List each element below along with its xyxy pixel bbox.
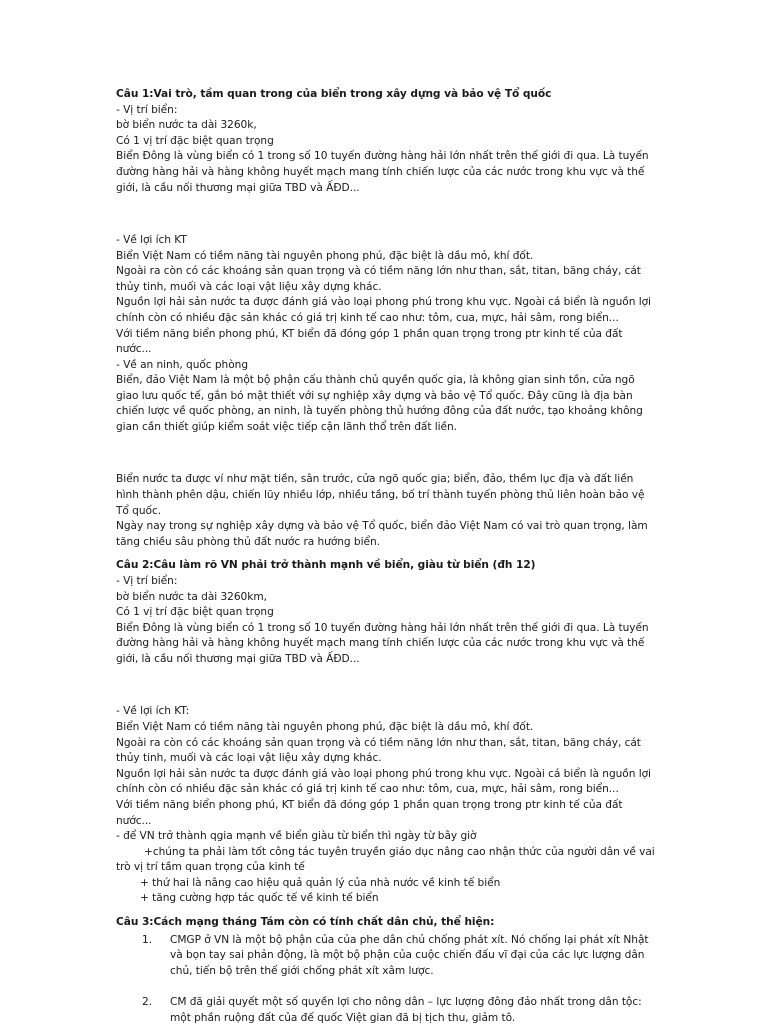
paragraph-line: đường hàng hải và hàng không huyết mạch mang tính chiến lược của các nước trong khu vực và thế	[116, 165, 645, 178]
list-item-text	[168, 995, 658, 1026]
paragraph-line: - Vị trí biển:	[116, 103, 178, 116]
paragraph-line: chính còn có nhiều đặc sản khác có giá trị kinh tế cao như: tôm, cua, mực, hải sâm, rong biển...	[116, 311, 619, 324]
paragraph-line: Với tiềm năng biển phong phú, KT biển đã đóng góp 1 phần quan trọng trong ptr kinh tế của đất	[116, 327, 623, 340]
paragraph-line: Biển Việt Nam có tiềm năng tài nguyên phong phú, đặc biệt là dầu mỏ, khí đốt.	[116, 720, 534, 733]
paragraph-line: - Về lợi ích KT:	[116, 705, 190, 718]
paragraph-line: Ngoài ra còn có các khoáng sản quan trọng và có tiềm năng lớn như than, sắt, titan, băng cháy, cát	[116, 265, 641, 278]
section-2-heading: Câu 2:Câu làm rõ VN phải trở thành mạnh về biển, giàu từ biển (đh 12)	[116, 559, 536, 572]
paragraph-line: hình thành phên dậu, chiến lũy nhiều lớp, nhiều tầng, bố trí thành tuyến phòng thủ liên hoàn bảo vệ	[116, 489, 645, 502]
paragraph-line: giới, là cầu nối thương mại giữa TBD và ẤĐD...	[116, 652, 360, 665]
list-item	[116, 995, 658, 1026]
paragraph-line: nước...	[116, 814, 152, 827]
paragraph-line: Biển Việt Nam có tiềm năng tài nguyên phong phú, đặc biệt là dầu mỏ, khí đốt.	[116, 249, 534, 262]
section-3-heading: Câu 3:Cách mạng tháng Tám còn có tính chất dân chủ, thể hiện:	[116, 916, 495, 929]
paragraph-line: chính còn có nhiều đặc sản khác có giá trị kinh tế cao như: tôm, cua, mực, hải sâm, rong biển...	[116, 783, 619, 796]
paragraph-line: Ngoài ra còn có các khoáng sản quan trọng và có tiềm năng lớn như than, sắt, titan, băng cháy, cát	[116, 736, 641, 749]
list-item-number: 2.	[142, 996, 153, 1009]
section-1-heading: Câu 1:Vai trò, tầm quan trong của biển trong xây dựng và bảo vệ Tổ quốc	[116, 88, 552, 100]
list-item-line: chủ, tiến bộ trên thế giới chống phát xít xâm lược.	[170, 964, 434, 977]
paragraph-line: Với tiềm năng biển phong phú, KT biển đã đóng góp 1 phần quan trọng trong ptr kinh tế của đất	[116, 798, 623, 811]
paragraph-line: Biển Đông là vùng biển có 1 trong số 10 tuyến đường hàng hải lớn nhất trên thế giới đi qua. Là tuyến	[116, 150, 649, 163]
paragraph-line: Biển, đảo Việt Nam là một bộ phận cấu thành chủ quyền quốc gia, là không gian sinh tồn, cửa ngõ	[116, 374, 635, 387]
paragraph-line: Tổ quốc.	[116, 504, 162, 517]
section-2-indented-line: +chúng ta phải làm tốt công tác tuyên truyền giáo dục nâng cao nhận thức của người dân về vai	[144, 845, 655, 858]
section-2-bullet: + tăng cường hợp tác quốc tế về kinh tế biển	[140, 892, 379, 905]
list-item	[116, 933, 658, 980]
section-2-body	[116, 574, 658, 845]
blank-line	[116, 207, 658, 223]
section-1-body	[116, 103, 658, 551]
list-item-number: 1.	[142, 933, 153, 946]
paragraph-line: gian cần thiết giúp kiểm soát việc tiếp cận lãnh thổ trên đất liền.	[116, 421, 457, 434]
paragraph-line: - Về an ninh, quốc phòng	[116, 358, 248, 371]
paragraph-line: chiến lược về quốc phòng, an ninh, là tuyến phòng thủ hướng đông của đất nước, tạo khoảng không	[116, 405, 643, 418]
paragraph-line: giới, là cầu nối thương mại giữa TBD và ẤĐD...	[116, 181, 360, 194]
blank-line	[116, 446, 658, 462]
paragraph-line: Ngày nay trong sự nghiệp xây dựng và bảo vệ Tổ quốc, biển đảo Việt Nam có vai trò quan trọng, làm	[116, 520, 648, 533]
paragraph-line: Có 1 vị trí đặc biệt quan trọng	[116, 606, 274, 619]
paragraph-line: - để VN trở thành qgia mạnh về biển giàu từ biển thì ngày từ bây giờ	[116, 830, 477, 843]
list-item-text	[168, 933, 658, 980]
paragraph-line: Nguồn lợi hải sản nước ta được đánh giá vào loại phong phú trong khu vực. Ngoài cá biển là nguồn lợi	[116, 767, 651, 780]
paragraph-line: Biển Đông là vùng biển có 1 trong số 10 tuyến đường hàng hải lớn nhất trên thế giới đi qua. Là tuyến	[116, 621, 649, 634]
paragraph-line: Có 1 vị trí đặc biệt quan trọng	[116, 134, 274, 147]
paragraph-line: thủy tinh, muối và các loại vật liệu xây dựng khác.	[116, 280, 382, 293]
paragraph-line: bờ biển nước ta dài 3260km,	[116, 590, 267, 603]
paragraph-line: - Về lợi ích KT	[116, 233, 187, 246]
list-item-line: và bọn tay sai phản động, là một bộ phận của cuộc chiến đấu vĩ đại của các lực lượng dân	[170, 949, 645, 962]
section-3-list	[116, 933, 658, 1026]
paragraph-line: giao lưu quốc tế, gắn bó mật thiết với sự nghiệp xây dựng và bảo vệ Tổ quốc. Đây cũng là địa bàn	[116, 389, 633, 402]
paragraph-line: bờ biển nước ta dài 3260k,	[116, 119, 257, 132]
paragraph-line: đường hàng hải và hàng không huyết mạch mang tính chiến lược của các nước trong khu vực và thế	[116, 637, 645, 650]
list-item-line: CMGP ở VN là một bộ phận của của phe dân chủ chống phát xít. Nó chống lại phát xít Nhật	[170, 933, 649, 946]
blank-line	[116, 678, 658, 694]
list-item-line: một phần ruộng đất của đế quốc Việt gian đã bị tịch thu, giảm tô.	[170, 1011, 516, 1024]
section-2-bullet: + thứ hai là nâng cao hiệu quả quản lý của nhà nước về kinh tế biển	[140, 876, 501, 889]
paragraph-line: tăng chiều sâu phòng thủ đất nước ra hướng biển.	[116, 535, 380, 548]
paragraph-line: nước...	[116, 343, 152, 356]
list-item-line: CM đã giải quyết một số quyền lợi cho nông dân – lực lượng đông đảo nhất trong dân tộc:	[170, 996, 642, 1009]
paragraph-line: - Vị trí biển:	[116, 575, 178, 587]
paragraph-line: Nguồn lợi hải sản nước ta được đánh giá vào loại phong phú trong khu vực. Ngoài cá biển là nguồn lợi	[116, 296, 651, 309]
paragraph-line: Biển nước ta được ví như mặt tiền, sân trước, cửa ngõ quốc gia; biển, đảo, thềm lục địa và đất liền	[116, 473, 634, 486]
section-2-indented-line-cont: trò vị trí tầm quan trọng của kinh tế	[116, 861, 305, 874]
paragraph-line: thủy tinh, muối và các loại vật liệu xây dựng khác.	[116, 752, 382, 765]
